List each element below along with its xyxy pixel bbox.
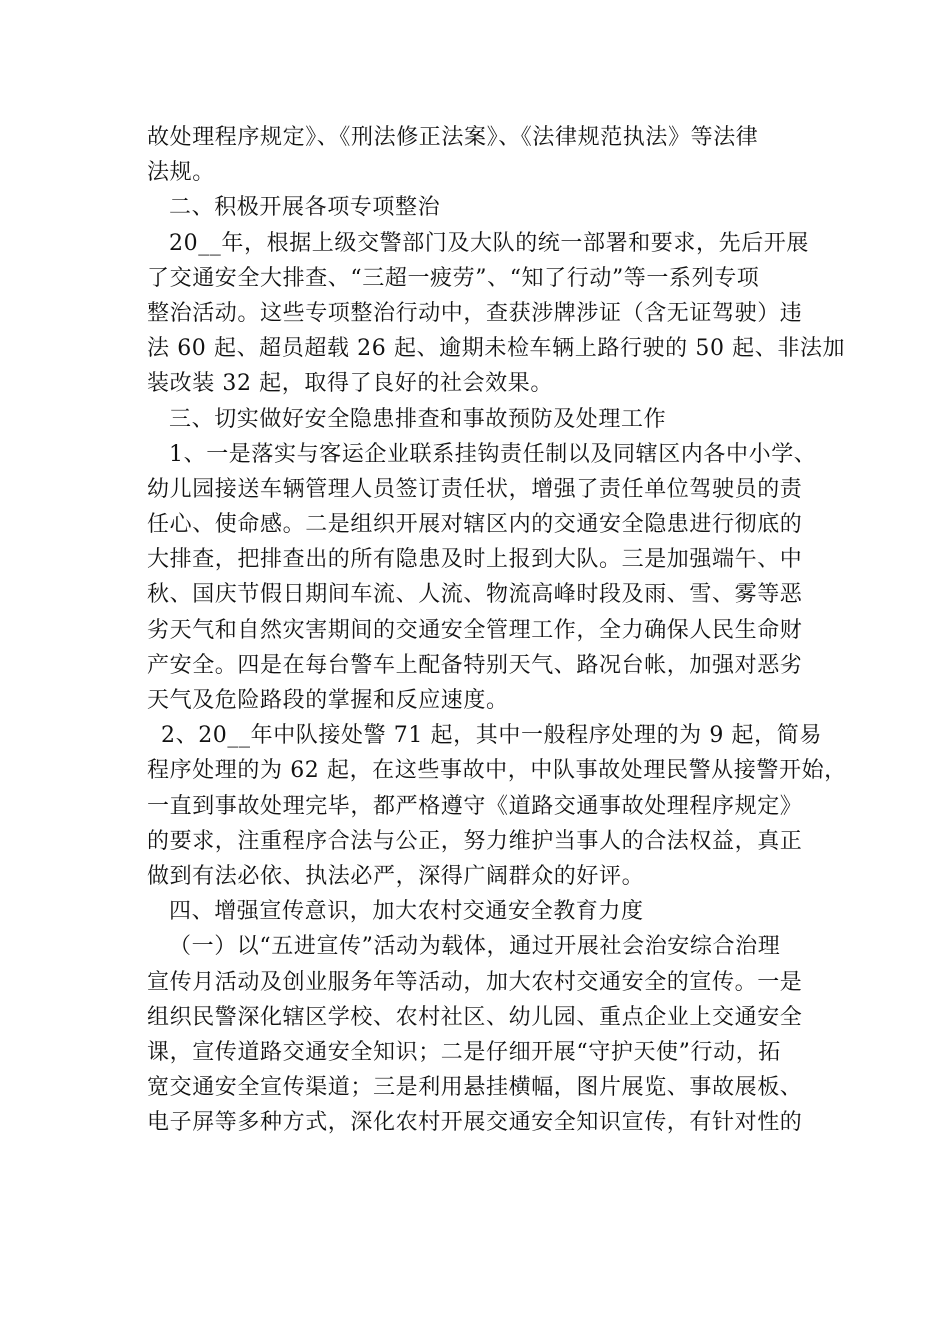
body-line: 整治活动。这些专项整治行动中，查获涉牌涉证（含无证驾驶）违 [147, 300, 803, 326]
body-line: 程序处理的为 62 起，在这些事故中，中队事故处理民警从接警开始， [147, 758, 847, 784]
body-line: 了交通安全大排查、“三超一疲劳”、“知了行动”等一系列专项 [147, 265, 760, 291]
body-line: 幼儿园接送车辆管理人员签订责任状，增强了责任单位驾驶员的责 [147, 476, 803, 502]
body-line: 劣天气和自然灾害期间的交通安全管理工作，全力确保人民生命财 [147, 617, 803, 643]
body-line: （一）以“五进宣传”活动为载体，通过开展社会治安综合治理 [169, 934, 781, 960]
body-line: 故处理程序规定》、《刑法修正法案》、《法律规范执法》等法律 [147, 125, 759, 150]
body-line: 20__年，根据上级交警部门及大队的统一部署和要求，先后开展 [169, 230, 809, 256]
body-line: 电子屏等多种方式，深化农村开展交通安全知识宣传，有针对性的 [147, 1110, 803, 1136]
body-line: 秋、国庆节假日期间车流、人流、物流高峰时段及雨、雪、雾等恶 [147, 582, 803, 608]
body-line: 天气及危险路段的掌握和反应速度。 [147, 688, 509, 713]
body-line: 宣传月活动及创业服务年等活动，加大农村交通安全的宣传。一是 [147, 969, 803, 995]
body-line: 产安全。四是在每台警车上配备特别天气、路况台帐，加强对恶劣 [147, 652, 803, 678]
body-line: 1、一是落实与客运企业联系挂钩责任制以及同辖区内各中小学、 [169, 441, 817, 467]
body-line: 的要求，注重程序合法与公正，努力维护当事人的合法权益，真正 [147, 828, 803, 854]
body-line: 法规。 [147, 160, 215, 186]
section-heading: 二、积极开展各项专项整治 [169, 195, 441, 221]
body-line: 做到有法必依、执法必严，深得广阔群众的好评。 [147, 863, 645, 889]
document-body [147, 120, 847, 1140]
body-line: 课，宣传道路交通安全知识；二是仔细开展“守护天使”行动，拓 [147, 1039, 781, 1065]
body-line: 一直到事故处理完毕，都严格遵守《道路交通事故处理程序规定》 [147, 793, 803, 819]
body-line: 法 60 起、超员超载 26 起、逾期未检车辆上路行驶的 50 起、非法加 [147, 336, 846, 362]
body-line: 装改装 32 起，取得了良好的社会效果。 [147, 371, 553, 397]
body-line: 宽交通安全宣传渠道；三是利用悬挂横幅，图片展览、事故展板、 [147, 1075, 803, 1101]
body-line: 2、20__年中队接处警 71 起，其中一般程序处理的为 9 起，简易 [161, 723, 822, 749]
body-line: 组织民警深化辖区学校、农村社区、幼儿园、重点企业上交通安全 [147, 1004, 803, 1030]
body-line: 任心、使命感。二是组织开展对辖区内的交通安全隐患进行彻底的 [147, 512, 803, 538]
section-heading: 三、切实做好安全隐患排查和事故预防及处理工作 [169, 406, 667, 432]
body-line: 大排查，把排查出的所有隐患及时上报到大队。三是加强端午、中 [147, 547, 803, 573]
section-heading: 四、增强宣传意识，加大农村交通安全教育力度 [169, 899, 644, 925]
